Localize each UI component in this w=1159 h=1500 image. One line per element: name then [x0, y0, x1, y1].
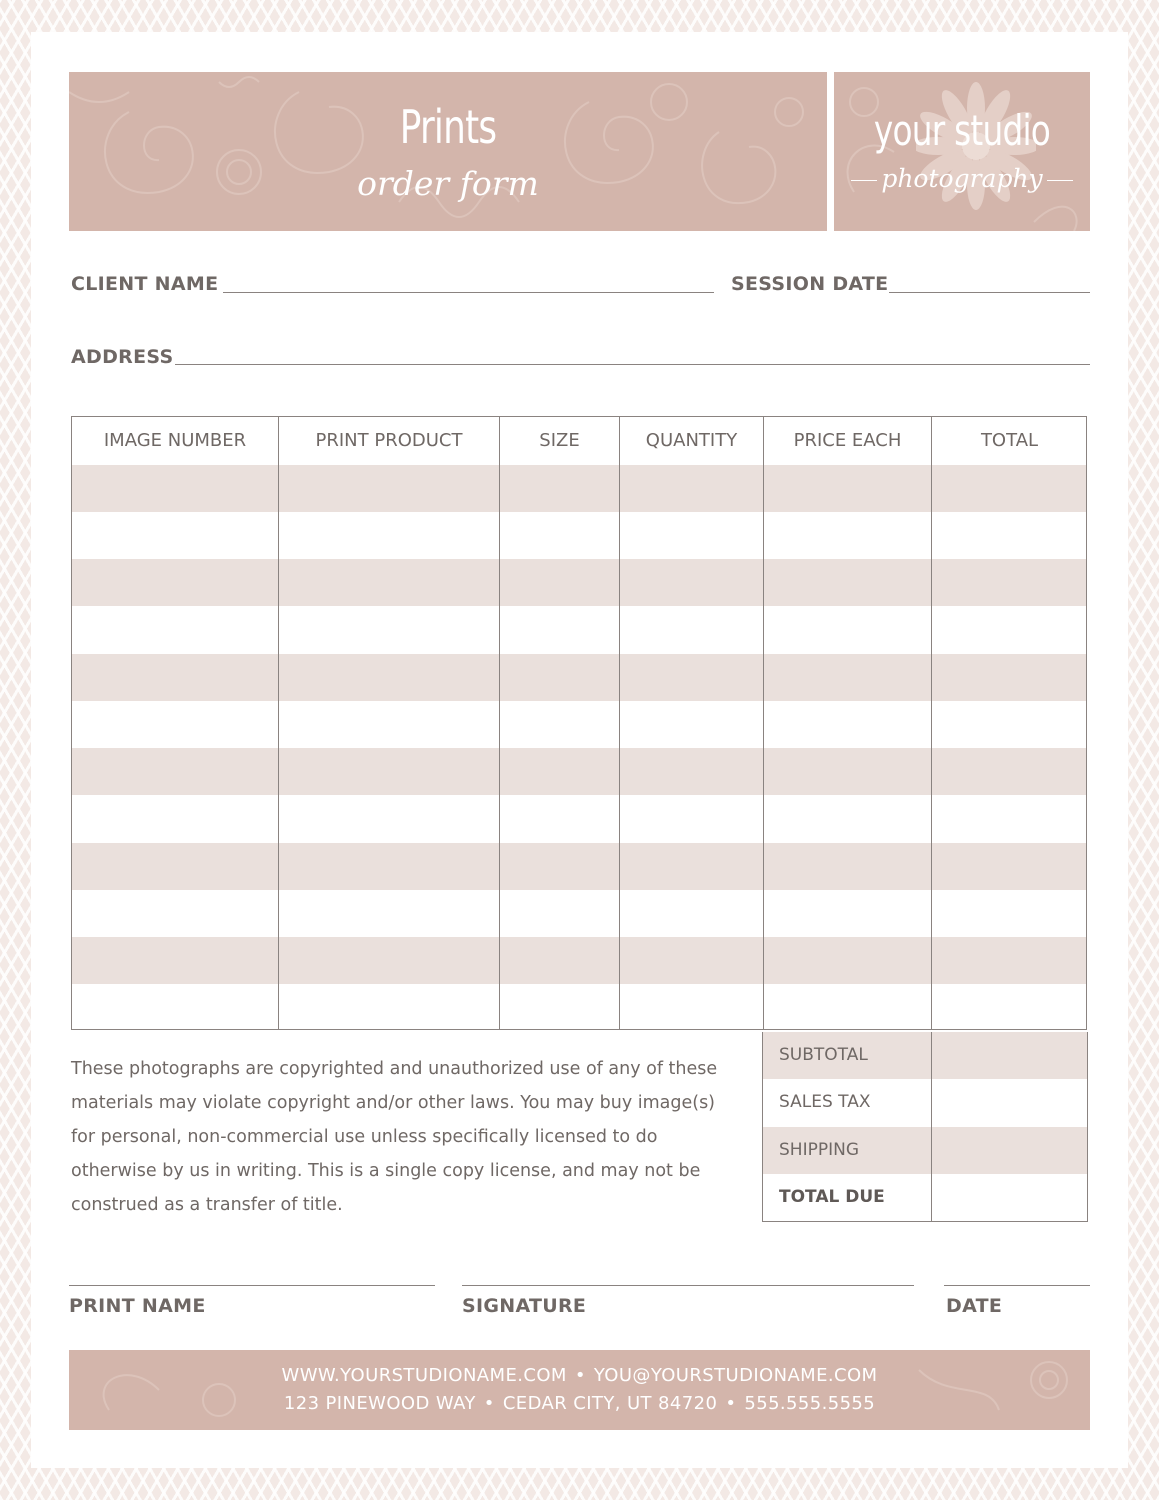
- column-divider: [931, 417, 932, 1029]
- signature-label: SIGNATURE: [462, 1295, 587, 1317]
- studio-tagline-row: [834, 164, 1090, 193]
- studio-logo-banner: [834, 72, 1090, 231]
- column-divider: [278, 417, 279, 1029]
- column-divider: [619, 417, 620, 1029]
- table-row[interactable]: [72, 843, 1086, 890]
- sales-tax-row[interactable]: [763, 1079, 1087, 1126]
- table-row[interactable]: [72, 559, 1086, 606]
- order-table: [71, 416, 1087, 1030]
- studio-tagline: photography: [881, 164, 1043, 193]
- totals-box: [762, 1032, 1088, 1222]
- footer-website[interactable]: WWW.YOURSTUDIONAME.COM: [281, 1365, 567, 1386]
- session-date-label: SESSION DATE: [731, 273, 889, 295]
- shipping-row[interactable]: [763, 1127, 1087, 1174]
- footer-address-line: [69, 1393, 1090, 1414]
- copyright-disclaimer: These photographs are copyrighted and unauthorized use of any of these materials may violate copyright and/or other laws. You may buy image(s) for personal, non-commercial use unless specifically licensed to do otherwise by us in writing. This is a single copy license, and may not be construed as a transfer of title.: [71, 1059, 718, 1215]
- tagline-rule-left: [851, 180, 877, 181]
- client-name-label: CLIENT NAME: [71, 273, 219, 295]
- tagline-rule-right: [1047, 180, 1073, 181]
- address-field[interactable]: [175, 364, 1090, 365]
- shipping-label: SHIPPING: [779, 1140, 859, 1160]
- subtotal-label: SUBTOTAL: [779, 1045, 868, 1065]
- form-subtitle: order form: [357, 164, 539, 203]
- print-name-field[interactable]: [69, 1285, 435, 1286]
- table-row[interactable]: [72, 465, 1086, 512]
- header-size: SIZE: [539, 430, 580, 451]
- header-print-product: PRINT PRODUCT: [315, 430, 463, 451]
- paisley-pattern-footer: [69, 1350, 1090, 1430]
- header-title-banner: [69, 72, 827, 231]
- table-row[interactable]: [72, 748, 1086, 795]
- separator-dot: •: [725, 1393, 737, 1414]
- subtotal-row[interactable]: [763, 1032, 1087, 1079]
- total-due-label: TOTAL DUE: [779, 1187, 885, 1207]
- footer-email[interactable]: YOU@YOURSTUDIONAME.COM: [593, 1365, 878, 1386]
- footer-city: CEDAR CITY, UT 84720: [502, 1393, 718, 1414]
- session-date-field[interactable]: [889, 292, 1090, 293]
- header-price-each: PRICE EACH: [793, 430, 902, 451]
- totals-divider: [931, 1032, 932, 1221]
- column-divider: [499, 417, 500, 1029]
- header-quantity: QUANTITY: [645, 430, 738, 451]
- table-row[interactable]: [72, 654, 1086, 701]
- form-title: Prints: [399, 100, 497, 154]
- table-row[interactable]: [72, 937, 1086, 984]
- signature-field[interactable]: [462, 1285, 914, 1286]
- order-form-page: [31, 32, 1128, 1468]
- column-divider: [763, 417, 764, 1029]
- date-field[interactable]: [944, 1285, 1090, 1286]
- client-name-field[interactable]: [223, 292, 714, 293]
- date-label: DATE: [946, 1295, 1003, 1317]
- footer-contact-banner: [69, 1350, 1090, 1430]
- header-image-number: IMAGE NUMBER: [103, 430, 247, 451]
- footer-address: 123 PINEWOOD WAY: [283, 1393, 476, 1414]
- header-total: TOTAL: [980, 430, 1039, 451]
- footer-web-line: [69, 1365, 1090, 1386]
- footer-phone: 555.555.5555: [744, 1393, 876, 1414]
- address-label: ADDRESS: [71, 346, 174, 368]
- sales-tax-label: SALES TAX: [779, 1092, 871, 1112]
- separator-dot: •: [574, 1365, 586, 1386]
- total-due-row[interactable]: [763, 1174, 1087, 1221]
- separator-dot: •: [483, 1393, 495, 1414]
- print-name-label: PRINT NAME: [69, 1295, 206, 1317]
- studio-name: your studio: [873, 106, 1051, 155]
